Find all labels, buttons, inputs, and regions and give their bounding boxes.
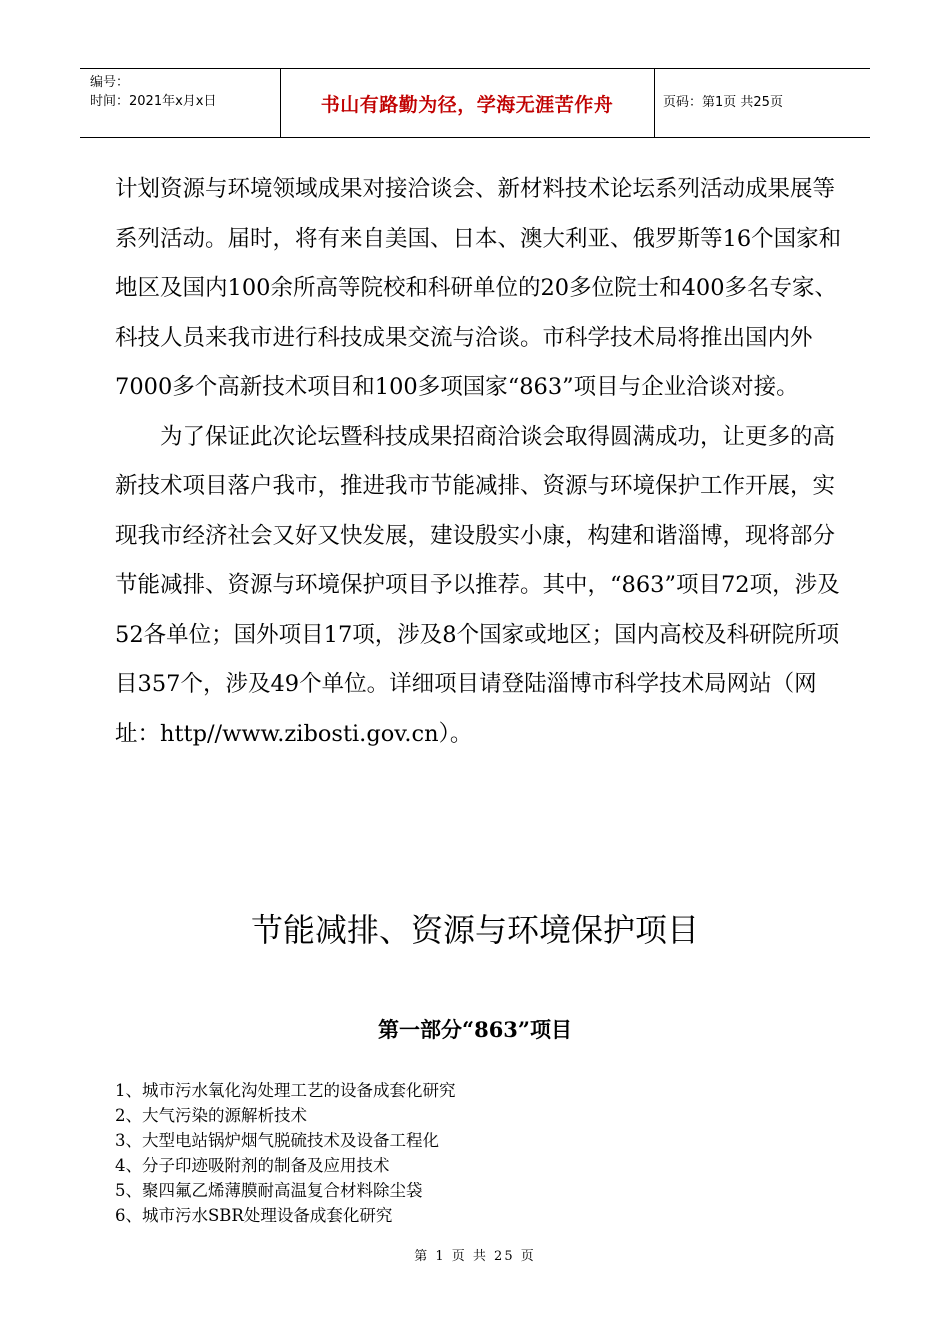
header-left-cell [80, 69, 281, 137]
list-item: 5、聚四氟乙烯薄膜耐高温复合材料除尘袋 [115, 1181, 423, 1200]
header-page-cell [655, 69, 870, 137]
list-item: 6、城市污水SBR处理设备成套化研究 [115, 1206, 393, 1225]
list-item: 3、大型电站锅炉烟气脱硫技术及设备工程化 [115, 1131, 439, 1150]
serial-label: 编号： [90, 75, 130, 90]
document-header [80, 68, 870, 138]
paragraph-1: 计划资源与环境领域成果对接洽谈会、新材料技术论坛系列活动成果展等系列活动。届时，将有来自美国、日本、澳大利亚、俄罗斯等16个国家和地区及国内100余所高等院校和科研单位的20多位院士和400多名专家、科技人员来我市进行科技成果交流与洽谈。市科学技术局将推出国内外7000多个高新技术项目和100多项国家“863”项目与企业洽谈对接。 [115, 176, 842, 400]
page-info: 页码：第1页 共25页 [663, 95, 783, 110]
section-title: 节能减排、资源与环境保护项目 [250, 911, 699, 949]
list-item: 2、大气污染的源解析技术 [115, 1106, 307, 1125]
page-footer: 第 1 页 共 25 页 [414, 1249, 536, 1264]
motto-text: 书山有路勤为径，学海无涯苦作舟 [320, 93, 614, 116]
time-label: 时间：2021年x月x日 [90, 94, 217, 109]
list-item: 4、分子印迹吸附剂的制备及应用技术 [115, 1156, 390, 1175]
list-item: 1、城市污水氧化沟处理工艺的设备成套化研究 [115, 1081, 456, 1100]
body-text [115, 165, 850, 759]
header-motto-cell [280, 69, 655, 137]
paragraph-2: 为了保证此次论坛暨科技成果招商洽谈会取得圆满成功，让更多的高新技术项目落户我市，推进我市节能减排、资源与环境保护工作开展，实现我市经济社会又好又快发展，建设殷实小康，构建和谐淄博，现将部分节能减排、资源与环境保护项目予以推荐。其中，“863”项目72项，涉及52各单位；国外项目17项，涉及8个国家或地区；国内高校及科研院所项目357个，涉及49个单位。详细项目请登陆淄博市科学技术局网站（网址：http//www.zibosti.gov.cn）。 [115, 423, 840, 747]
section-subtitle: 第一部分“863”项目 [378, 1017, 572, 1042]
project-list [115, 1078, 815, 1228]
